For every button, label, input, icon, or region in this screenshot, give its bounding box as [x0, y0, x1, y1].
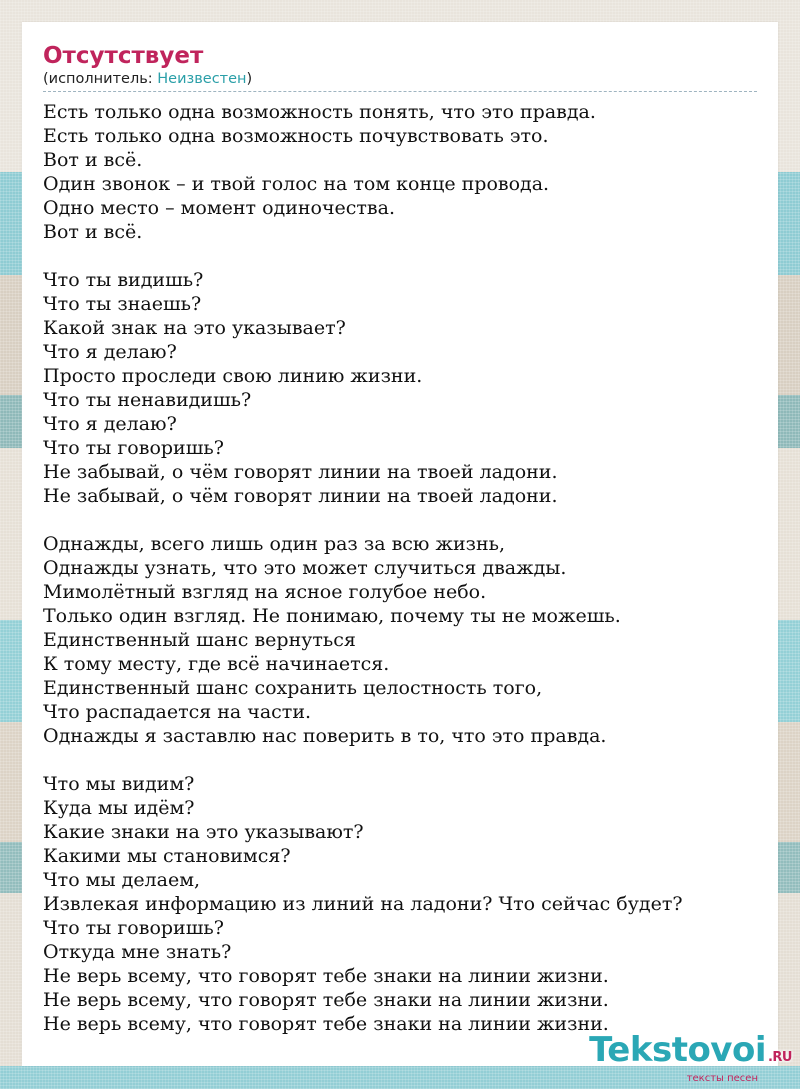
- lyrics-stanza: [43, 268, 757, 508]
- lyrics-line: Один звонок – и твой голос на том конце провода.: [43, 173, 550, 195]
- lyrics-line: Какими мы становимся?: [43, 845, 291, 867]
- logo-domain: .RU: [767, 1050, 792, 1065]
- lyrics-text: [43, 100, 757, 1036]
- lyrics-line: Вот и всё.: [43, 149, 143, 171]
- lyrics-line: Откуда мне знать?: [43, 941, 232, 963]
- lyrics-line: Единственный шанс вернуться: [43, 629, 356, 651]
- lyrics-line: Что мы делаем,: [43, 869, 201, 891]
- lyrics-stanza: [43, 772, 757, 1036]
- lyrics-stanza: [43, 532, 757, 748]
- logo-wordmark: Tekstovoi: [589, 1030, 766, 1070]
- lyrics-line: Только один взгляд. Не понимаю, почему ты не можешь.: [43, 605, 621, 627]
- lyrics-line: Извлекая информацию из линий на ладони? Что сейчас будет?: [43, 893, 683, 915]
- lyrics-line: Просто проследи свою линию жизни.: [43, 365, 423, 387]
- lyrics-line: Не верь всему, что говорят тебе знаки на линии жизни.: [43, 989, 609, 1011]
- lyrics-line: Не верь всему, что говорят тебе знаки на линии жизни.: [43, 965, 609, 987]
- lyrics-line: Однажды узнать, что это может случиться дважды.: [43, 557, 567, 579]
- lyrics-line: Одно место – момент одиночества.: [43, 197, 395, 219]
- lyrics-line: Есть только одна возможность почувствовать это.: [43, 125, 549, 147]
- lyrics-line: Мимолётный взгляд на ясное голубое небо.: [43, 581, 487, 603]
- performer-prefix: (исполнитель:: [43, 71, 158, 87]
- lyrics-line: Что я делаю?: [43, 341, 177, 363]
- lyrics-line: Какие знаки на это указывают?: [43, 821, 364, 843]
- lyrics-line: Какой знак на это указывает?: [43, 317, 346, 339]
- lyrics-line: Единственный шанс сохранить целостность того,: [43, 677, 543, 699]
- lyrics-line: Что я делаю?: [43, 413, 177, 435]
- lyrics-line: Не забывай, о чём говорят линии на твоей ладони.: [43, 461, 558, 483]
- lyrics-line: Однажды, всего лишь один раз за всю жизнь,: [43, 533, 506, 555]
- lyrics-line: К тому месту, где всё начинается.: [43, 653, 390, 675]
- lyrics-line: Что ты говоришь?: [43, 437, 224, 459]
- lyrics-line: Что ты знаешь?: [43, 293, 202, 315]
- lyrics-stanza: [43, 100, 757, 244]
- artist-link[interactable]: Неизвестен: [157, 71, 247, 87]
- lyrics-line: Есть только одна возможность понять, что это правда.: [43, 101, 596, 123]
- logo-tagline: тексты песен: [686, 1073, 758, 1084]
- site-logo[interactable]: [589, 1030, 792, 1085]
- lyrics-line: Что ты видишь?: [43, 269, 204, 291]
- lyrics-line: Вот и всё.: [43, 221, 143, 243]
- performer-suffix: ): [246, 71, 253, 87]
- lyrics-line: Что ты говоришь?: [43, 917, 224, 939]
- song-title: Отсутствует: [43, 43, 204, 69]
- lyrics-line: Что мы видим?: [43, 773, 195, 795]
- lyrics-line: Однажды я заставлю нас поверить в то, что это правда.: [43, 725, 607, 747]
- performer-line: [43, 70, 757, 92]
- lyrics-line: Что распадается на части.: [43, 701, 312, 723]
- lyrics-line: Что ты ненавидишь?: [43, 389, 252, 411]
- lyrics-line: Не забывай, о чём говорят линии на твоей ладони.: [43, 485, 558, 507]
- lyrics-card: [22, 22, 778, 1066]
- lyrics-line: Не верь всему, что говорят тебе знаки на линии жизни.: [43, 1013, 609, 1035]
- lyrics-line: Куда мы идём?: [43, 797, 195, 819]
